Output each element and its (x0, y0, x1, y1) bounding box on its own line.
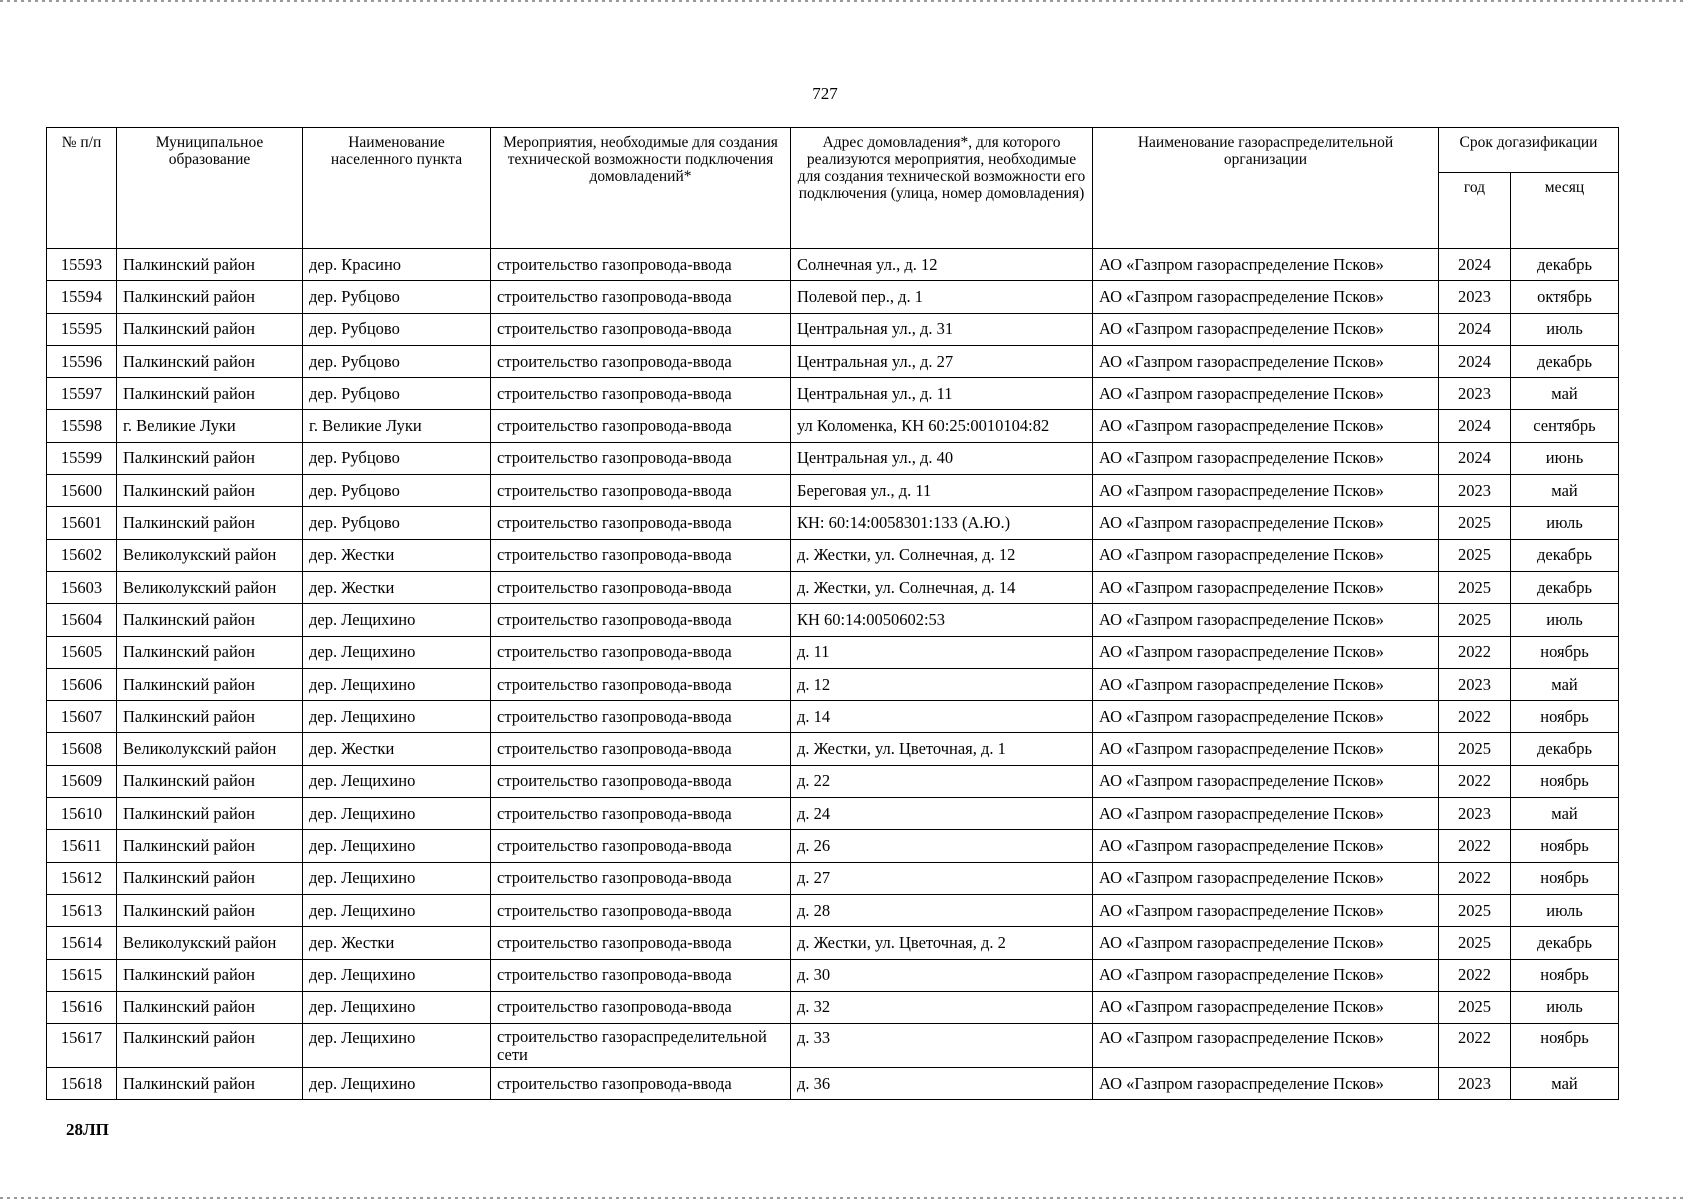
cell-address: Центральная ул., д. 11 (791, 378, 1093, 410)
cell-num: 15602 (47, 539, 117, 571)
cell-settlement: дер. Лещихино (303, 604, 491, 636)
cell-municipality: Палкинский район (117, 991, 303, 1023)
cell-measure: строительство газопровода-ввода (491, 765, 791, 797)
cell-organization: АО «Газпром газораспределение Псков» (1093, 604, 1439, 636)
cell-num: 15609 (47, 765, 117, 797)
cell-num: 15617 (47, 1024, 117, 1068)
cell-num: 15613 (47, 894, 117, 926)
cell-settlement: дер. Лещихино (303, 991, 491, 1023)
cell-municipality: Палкинский район (117, 345, 303, 377)
cell-year: 2022 (1439, 636, 1511, 668)
cell-address: Береговая ул., д. 11 (791, 475, 1093, 507)
cell-num: 15593 (47, 249, 117, 281)
cell-year: 2024 (1439, 249, 1511, 281)
cell-settlement: дер. Лещихино (303, 1024, 491, 1068)
cell-month: декабрь (1511, 249, 1619, 281)
cell-settlement: дер. Лещихино (303, 765, 491, 797)
cell-municipality: Палкинский район (117, 894, 303, 926)
cell-address: ул Коломенка, КН 60:25:0010104:82 (791, 410, 1093, 442)
cell-num: 15614 (47, 927, 117, 959)
cell-measure: строительство газопровода-ввода (491, 313, 791, 345)
cell-month: май (1511, 378, 1619, 410)
table-row (47, 345, 1619, 377)
cell-address: КН: 60:14:0058301:133 (А.Ю.) (791, 507, 1093, 539)
cell-measure: строительство газопровода-ввода (491, 862, 791, 894)
cell-month: ноябрь (1511, 636, 1619, 668)
gasification-table (46, 127, 1619, 1100)
cell-settlement: дер. Рубцово (303, 507, 491, 539)
footer-code: 28ЛП (66, 1120, 109, 1139)
cell-address: д. 11 (791, 636, 1093, 668)
cell-settlement: дер. Лещихино (303, 830, 491, 862)
cell-organization: АО «Газпром газораспределение Псков» (1093, 701, 1439, 733)
cell-settlement: дер. Жестки (303, 539, 491, 571)
cell-year: 2025 (1439, 604, 1511, 636)
cell-year: 2023 (1439, 798, 1511, 830)
cell-municipality: Палкинский район (117, 798, 303, 830)
cell-year: 2024 (1439, 410, 1511, 442)
cell-measure: строительство газопровода-ввода (491, 410, 791, 442)
table-body (47, 249, 1619, 1100)
cell-month: декабрь (1511, 571, 1619, 603)
cell-month: ноябрь (1511, 1024, 1619, 1068)
cell-organization: АО «Газпром газораспределение Псков» (1093, 313, 1439, 345)
cell-settlement: дер. Жестки (303, 927, 491, 959)
cell-year: 2024 (1439, 345, 1511, 377)
cell-month: июль (1511, 991, 1619, 1023)
cell-num: 15616 (47, 991, 117, 1023)
cell-settlement: дер. Лещихино (303, 959, 491, 991)
table-row (47, 249, 1619, 281)
cell-num: 15595 (47, 313, 117, 345)
header-measures: Мероприятия, необходимые для создания технической возможности подключения домовладений* (491, 128, 791, 249)
header-settlement: Наименование населенного пункта (303, 128, 491, 249)
cell-municipality: Палкинский район (117, 765, 303, 797)
cell-month: июль (1511, 313, 1619, 345)
cell-month: июль (1511, 894, 1619, 926)
cell-month: июль (1511, 604, 1619, 636)
cell-settlement: дер. Лещихино (303, 1068, 491, 1100)
cell-organization: АО «Газпром газораспределение Псков» (1093, 539, 1439, 571)
cell-organization: АО «Газпром газораспределение Псков» (1093, 281, 1439, 313)
cell-municipality: Палкинский район (117, 668, 303, 700)
cell-month: июнь (1511, 442, 1619, 474)
cell-settlement: дер. Рубцово (303, 281, 491, 313)
cell-address: д. 26 (791, 830, 1093, 862)
cell-measure: строительство газопровода-ввода (491, 959, 791, 991)
cell-year: 2022 (1439, 701, 1511, 733)
cell-settlement: дер. Красино (303, 249, 491, 281)
cell-year: 2022 (1439, 830, 1511, 862)
cell-municipality: г. Великие Луки (117, 410, 303, 442)
cell-address: д. 24 (791, 798, 1093, 830)
cell-measure: строительство газопровода-ввода (491, 927, 791, 959)
cell-num: 15610 (47, 798, 117, 830)
cell-organization: АО «Газпром газораспределение Псков» (1093, 798, 1439, 830)
cell-year: 2025 (1439, 571, 1511, 603)
cell-address: д. Жестки, ул. Цветочная, д. 1 (791, 733, 1093, 765)
cell-address: д. 36 (791, 1068, 1093, 1100)
cell-organization: АО «Газпром газораспределение Псков» (1093, 1024, 1439, 1068)
table-row (47, 1068, 1619, 1100)
cell-municipality: Палкинский район (117, 313, 303, 345)
cell-municipality: Палкинский район (117, 442, 303, 474)
cell-organization: АО «Газпром газораспределение Псков» (1093, 733, 1439, 765)
cell-organization: АО «Газпром газораспределение Псков» (1093, 927, 1439, 959)
cell-municipality: Великолукский район (117, 733, 303, 765)
cell-measure: строительство газопровода-ввода (491, 571, 791, 603)
table-row (47, 281, 1619, 313)
cell-num: 15597 (47, 378, 117, 410)
cell-year: 2025 (1439, 733, 1511, 765)
cell-measure: строительство газопровода-ввода (491, 894, 791, 926)
cell-month: май (1511, 1068, 1619, 1100)
cell-year: 2025 (1439, 894, 1511, 926)
table-row (47, 991, 1619, 1023)
cell-month: сентябрь (1511, 410, 1619, 442)
table-row (47, 442, 1619, 474)
cell-num: 15618 (47, 1068, 117, 1100)
cell-num: 15604 (47, 604, 117, 636)
cell-year: 2023 (1439, 378, 1511, 410)
cell-num: 15612 (47, 862, 117, 894)
cell-address: д. 30 (791, 959, 1093, 991)
cell-num: 15601 (47, 507, 117, 539)
cell-num: 15611 (47, 830, 117, 862)
cell-year: 2025 (1439, 507, 1511, 539)
cell-address: Центральная ул., д. 40 (791, 442, 1093, 474)
table-row (47, 539, 1619, 571)
cell-measure: строительство газопровода-ввода (491, 636, 791, 668)
table-row (47, 636, 1619, 668)
cell-measure: строительство газопровода-ввода (491, 991, 791, 1023)
cell-address: д. 33 (791, 1024, 1093, 1068)
cell-month: май (1511, 475, 1619, 507)
cell-settlement: дер. Жестки (303, 733, 491, 765)
cell-settlement: дер. Лещихино (303, 798, 491, 830)
cell-month: октябрь (1511, 281, 1619, 313)
table-row (47, 798, 1619, 830)
cell-municipality: Палкинский район (117, 378, 303, 410)
cell-measure: строительство газопровода-ввода (491, 507, 791, 539)
cell-municipality: Великолукский район (117, 539, 303, 571)
cell-measure: строительство газопровода-ввода (491, 604, 791, 636)
cell-municipality: Палкинский район (117, 959, 303, 991)
table-row (47, 1024, 1619, 1068)
header-address: Адрес домовладения*, для которого реализуются мероприятия, необходимые для создания технической возможности его подключения (улица, номер домовладения) (791, 128, 1093, 249)
cell-organization: АО «Газпром газораспределение Псков» (1093, 765, 1439, 797)
page-number: 727 (812, 84, 838, 103)
cell-measure: строительство газопровода-ввода (491, 733, 791, 765)
cell-municipality: Палкинский район (117, 249, 303, 281)
cell-address: д. 12 (791, 668, 1093, 700)
cell-num: 15600 (47, 475, 117, 507)
table-row (47, 959, 1619, 991)
cell-num: 15607 (47, 701, 117, 733)
cell-municipality: Великолукский район (117, 927, 303, 959)
cell-num: 15598 (47, 410, 117, 442)
cell-month: декабрь (1511, 733, 1619, 765)
cell-month: ноябрь (1511, 830, 1619, 862)
cell-year: 2025 (1439, 991, 1511, 1023)
cell-organization: АО «Газпром газораспределение Псков» (1093, 410, 1439, 442)
cell-settlement: дер. Жестки (303, 571, 491, 603)
scan-edge-top (0, 0, 1686, 2)
cell-organization: АО «Газпром газораспределение Псков» (1093, 507, 1439, 539)
cell-year: 2022 (1439, 765, 1511, 797)
cell-settlement: дер. Лещихино (303, 862, 491, 894)
cell-settlement: дер. Лещихино (303, 636, 491, 668)
cell-month: май (1511, 798, 1619, 830)
cell-measure: строительство газопровода-ввода (491, 668, 791, 700)
cell-address: д. Жестки, ул. Солнечная, д. 12 (791, 539, 1093, 571)
scan-edge-bottom (0, 1197, 1686, 1199)
cell-month: ноябрь (1511, 862, 1619, 894)
cell-num: 15615 (47, 959, 117, 991)
table-row (47, 701, 1619, 733)
cell-municipality: Палкинский район (117, 701, 303, 733)
header-municipality: Муниципальное образование (117, 128, 303, 249)
cell-organization: АО «Газпром газораспределение Псков» (1093, 1068, 1439, 1100)
cell-measure: строительство газопровода-ввода (491, 442, 791, 474)
cell-organization: АО «Газпром газораспределение Псков» (1093, 475, 1439, 507)
table-row (47, 830, 1619, 862)
cell-year: 2022 (1439, 862, 1511, 894)
cell-organization: АО «Газпром газораспределение Псков» (1093, 636, 1439, 668)
cell-month: ноябрь (1511, 701, 1619, 733)
header-month: месяц (1511, 173, 1619, 249)
cell-address: д. 22 (791, 765, 1093, 797)
cell-municipality: Палкинский район (117, 475, 303, 507)
cell-settlement: дер. Рубцово (303, 475, 491, 507)
cell-settlement: дер. Лещихино (303, 701, 491, 733)
cell-organization: АО «Газпром газораспределение Псков» (1093, 378, 1439, 410)
cell-settlement: дер. Лещихино (303, 668, 491, 700)
cell-organization: АО «Газпром газораспределение Псков» (1093, 668, 1439, 700)
cell-address: КН 60:14:0050602:53 (791, 604, 1093, 636)
cell-measure: строительство газопровода-ввода (491, 701, 791, 733)
cell-address: д. 27 (791, 862, 1093, 894)
cell-settlement: дер. Лещихино (303, 894, 491, 926)
cell-organization: АО «Газпром газораспределение Псков» (1093, 249, 1439, 281)
cell-num: 15606 (47, 668, 117, 700)
cell-organization: АО «Газпром газораспределение Псков» (1093, 830, 1439, 862)
cell-organization: АО «Газпром газораспределение Псков» (1093, 894, 1439, 926)
table-row (47, 604, 1619, 636)
table-row (47, 862, 1619, 894)
cell-year: 2022 (1439, 959, 1511, 991)
cell-year: 2023 (1439, 668, 1511, 700)
cell-municipality: Палкинский район (117, 1068, 303, 1100)
cell-month: июль (1511, 507, 1619, 539)
cell-num: 15605 (47, 636, 117, 668)
cell-address: д. Жестки, ул. Цветочная, д. 2 (791, 927, 1093, 959)
cell-settlement: дер. Рубцово (303, 442, 491, 474)
cell-municipality: Палкинский район (117, 830, 303, 862)
cell-month: декабрь (1511, 539, 1619, 571)
cell-organization: АО «Газпром газораспределение Псков» (1093, 442, 1439, 474)
cell-municipality: Великолукский район (117, 571, 303, 603)
cell-measure: строительство газопровода-ввода (491, 539, 791, 571)
cell-measure: строительство газопровода-ввода (491, 281, 791, 313)
cell-municipality: Палкинский район (117, 507, 303, 539)
header-deadline: Срок догазификации (1439, 128, 1619, 173)
cell-year: 2024 (1439, 442, 1511, 474)
cell-municipality: Палкинский район (117, 862, 303, 894)
cell-year: 2023 (1439, 281, 1511, 313)
cell-organization: АО «Газпром газораспределение Псков» (1093, 571, 1439, 603)
table-row (47, 668, 1619, 700)
table-header (47, 128, 1619, 249)
table-row (47, 475, 1619, 507)
cell-measure: строительство газопровода-ввода (491, 830, 791, 862)
cell-municipality: Палкинский район (117, 1024, 303, 1068)
cell-address: д. 28 (791, 894, 1093, 926)
cell-year: 2023 (1439, 1068, 1511, 1100)
cell-address: д. Жестки, ул. Солнечная, д. 14 (791, 571, 1093, 603)
cell-month: ноябрь (1511, 959, 1619, 991)
cell-month: декабрь (1511, 345, 1619, 377)
header-organization: Наименование газораспределительной организации (1093, 128, 1439, 249)
cell-settlement: дер. Рубцово (303, 378, 491, 410)
cell-organization: АО «Газпром газораспределение Псков» (1093, 959, 1439, 991)
cell-measure: строительство газораспределительной сети (491, 1024, 791, 1068)
cell-organization: АО «Газпром газораспределение Псков» (1093, 345, 1439, 377)
cell-measure: строительство газопровода-ввода (491, 249, 791, 281)
cell-num: 15596 (47, 345, 117, 377)
cell-measure: строительство газопровода-ввода (491, 475, 791, 507)
cell-measure: строительство газопровода-ввода (491, 1068, 791, 1100)
cell-year: 2024 (1439, 313, 1511, 345)
cell-municipality: Палкинский район (117, 636, 303, 668)
cell-num: 15594 (47, 281, 117, 313)
cell-measure: строительство газопровода-ввода (491, 345, 791, 377)
cell-measure: строительство газопровода-ввода (491, 798, 791, 830)
cell-settlement: дер. Рубцово (303, 345, 491, 377)
cell-num: 15599 (47, 442, 117, 474)
cell-address: д. 14 (791, 701, 1093, 733)
header-year: год (1439, 173, 1511, 249)
cell-month: ноябрь (1511, 765, 1619, 797)
cell-address: д. 32 (791, 991, 1093, 1023)
cell-address: Центральная ул., д. 27 (791, 345, 1093, 377)
cell-organization: АО «Газпром газораспределение Псков» (1093, 862, 1439, 894)
cell-month: декабрь (1511, 927, 1619, 959)
cell-num: 15608 (47, 733, 117, 765)
table-row (47, 410, 1619, 442)
cell-municipality: Палкинский район (117, 281, 303, 313)
cell-year: 2025 (1439, 927, 1511, 959)
header-num: № п/п (47, 128, 117, 249)
table-row (47, 927, 1619, 959)
cell-month: май (1511, 668, 1619, 700)
table-row (47, 765, 1619, 797)
cell-address: Солнечная ул., д. 12 (791, 249, 1093, 281)
cell-year: 2022 (1439, 1024, 1511, 1068)
cell-year: 2025 (1439, 539, 1511, 571)
cell-measure: строительство газопровода-ввода (491, 378, 791, 410)
table-row (47, 507, 1619, 539)
table-row (47, 894, 1619, 926)
cell-num: 15603 (47, 571, 117, 603)
cell-address: Полевой пер., д. 1 (791, 281, 1093, 313)
table-row (47, 378, 1619, 410)
cell-address: Центральная ул., д. 31 (791, 313, 1093, 345)
cell-settlement: дер. Рубцово (303, 313, 491, 345)
cell-organization: АО «Газпром газораспределение Псков» (1093, 991, 1439, 1023)
table-row (47, 313, 1619, 345)
cell-municipality: Палкинский район (117, 604, 303, 636)
cell-year: 2023 (1439, 475, 1511, 507)
table-row (47, 571, 1619, 603)
cell-settlement: г. Великие Луки (303, 410, 491, 442)
table-row (47, 733, 1619, 765)
